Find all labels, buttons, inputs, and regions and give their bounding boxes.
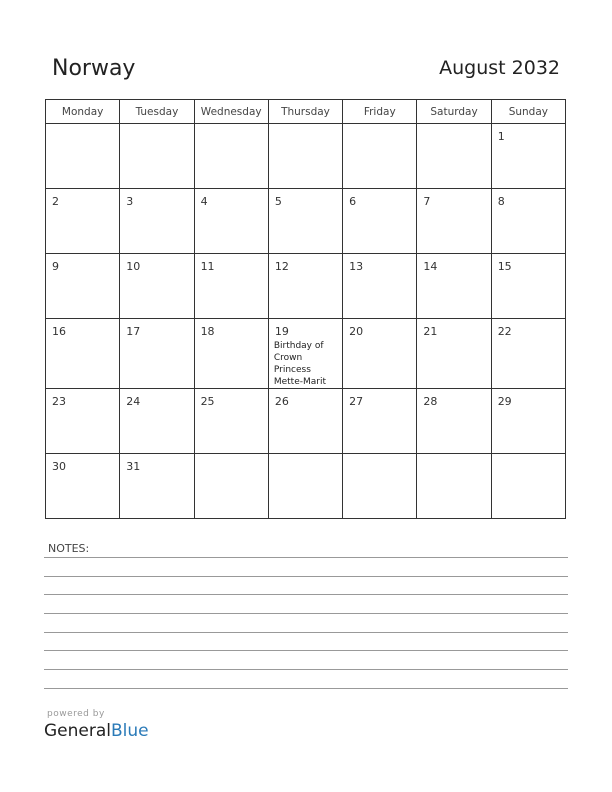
day-cell xyxy=(491,124,565,189)
day-number: 15 xyxy=(497,260,512,273)
day-number: 17 xyxy=(126,325,141,338)
day-number: 16 xyxy=(52,325,66,338)
day-cell xyxy=(491,319,565,389)
day-cell xyxy=(268,454,342,519)
calendar-grid xyxy=(45,99,566,519)
calendar-body xyxy=(46,124,566,519)
notes-label: NOTES: xyxy=(48,542,90,555)
day-number: 30 xyxy=(52,460,66,473)
note-line xyxy=(44,613,568,614)
week-row xyxy=(46,189,566,254)
day-cell xyxy=(417,254,491,319)
brand-blue: Blue xyxy=(111,721,149,741)
day-number: 21 xyxy=(423,325,438,338)
day-cell xyxy=(491,254,565,319)
day-cell xyxy=(268,189,342,254)
weekday-thursday: Thursday xyxy=(268,100,342,124)
generalblue-logo[interactable] xyxy=(44,721,149,741)
day-number: 23 xyxy=(52,395,66,408)
day-cell xyxy=(120,254,194,319)
powered-by-text: powered by xyxy=(47,709,105,719)
holiday-event: Birthday of Crown Princess Mette-Marit xyxy=(273,341,326,387)
day-cell xyxy=(46,454,120,519)
week-row xyxy=(46,389,566,454)
note-line xyxy=(44,669,568,670)
day-cell xyxy=(194,189,268,254)
day-cell xyxy=(417,124,491,189)
day-number: 7 xyxy=(423,195,431,208)
day-cell xyxy=(46,124,120,189)
day-number: 26 xyxy=(274,395,289,408)
week-row xyxy=(46,254,566,319)
day-cell xyxy=(417,189,491,254)
day-cell xyxy=(268,389,342,454)
day-cell xyxy=(417,389,491,454)
day-cell xyxy=(268,254,342,319)
day-number: 4 xyxy=(200,195,208,208)
note-line xyxy=(44,576,568,577)
note-line xyxy=(44,650,568,651)
day-cell xyxy=(491,454,565,519)
day-cell xyxy=(120,319,194,389)
day-cell xyxy=(120,124,194,189)
day-number: 2 xyxy=(52,195,59,208)
day-number: 22 xyxy=(497,325,512,338)
weekday-header-row xyxy=(46,100,566,124)
day-number: 31 xyxy=(126,460,141,473)
day-number: 28 xyxy=(423,395,438,408)
day-number: 27 xyxy=(349,395,364,408)
day-number: 3 xyxy=(126,195,134,208)
week-row xyxy=(46,454,566,519)
day-cell xyxy=(343,254,417,319)
weekday-sunday: Sunday xyxy=(491,100,565,124)
note-line xyxy=(44,688,568,689)
day-cell xyxy=(268,319,342,389)
day-number: 1 xyxy=(497,130,505,143)
month-year-title: August 2032 xyxy=(439,57,560,79)
day-number: 6 xyxy=(349,195,357,208)
week-row xyxy=(46,124,566,189)
day-cell xyxy=(491,389,565,454)
day-cell xyxy=(491,189,565,254)
day-number: 29 xyxy=(497,395,512,408)
day-cell xyxy=(46,254,120,319)
day-cell xyxy=(194,389,268,454)
day-number: 24 xyxy=(126,395,141,408)
day-cell xyxy=(343,319,417,389)
weekday-tuesday: Tuesday xyxy=(120,100,194,124)
day-cell xyxy=(120,389,194,454)
day-cell xyxy=(194,124,268,189)
day-number: 11 xyxy=(200,260,215,273)
brand-general: General xyxy=(44,721,111,741)
day-cell xyxy=(268,124,342,189)
day-cell xyxy=(417,454,491,519)
day-cell xyxy=(120,189,194,254)
day-number: 5 xyxy=(274,195,282,208)
day-cell xyxy=(120,454,194,519)
day-cell xyxy=(343,454,417,519)
weekday-saturday: Saturday xyxy=(417,100,491,124)
note-line xyxy=(44,557,568,558)
weekday-wednesday: Wednesday xyxy=(194,100,268,124)
country-title: Norway xyxy=(52,56,136,81)
weekday-monday: Monday xyxy=(46,100,120,124)
note-line xyxy=(44,594,568,595)
day-number: 25 xyxy=(200,395,215,408)
day-cell xyxy=(46,389,120,454)
day-cell xyxy=(343,189,417,254)
weekday-friday: Friday xyxy=(343,100,417,124)
day-cell xyxy=(343,124,417,189)
day-number: 14 xyxy=(423,260,438,273)
day-number: 18 xyxy=(200,325,215,338)
day-cell xyxy=(194,319,268,389)
day-cell xyxy=(194,254,268,319)
day-cell xyxy=(417,319,491,389)
week-row xyxy=(46,319,566,389)
day-cell xyxy=(46,189,120,254)
day-number: 13 xyxy=(349,260,364,273)
day-number: 10 xyxy=(126,260,141,273)
day-number: 8 xyxy=(497,195,505,208)
day-number: 20 xyxy=(349,325,364,338)
day-cell xyxy=(46,319,120,389)
day-cell xyxy=(343,389,417,454)
day-cell xyxy=(194,454,268,519)
day-number: 19 xyxy=(274,325,289,338)
day-number: 9 xyxy=(52,260,59,273)
day-number: 12 xyxy=(274,260,289,273)
note-line xyxy=(44,632,568,633)
